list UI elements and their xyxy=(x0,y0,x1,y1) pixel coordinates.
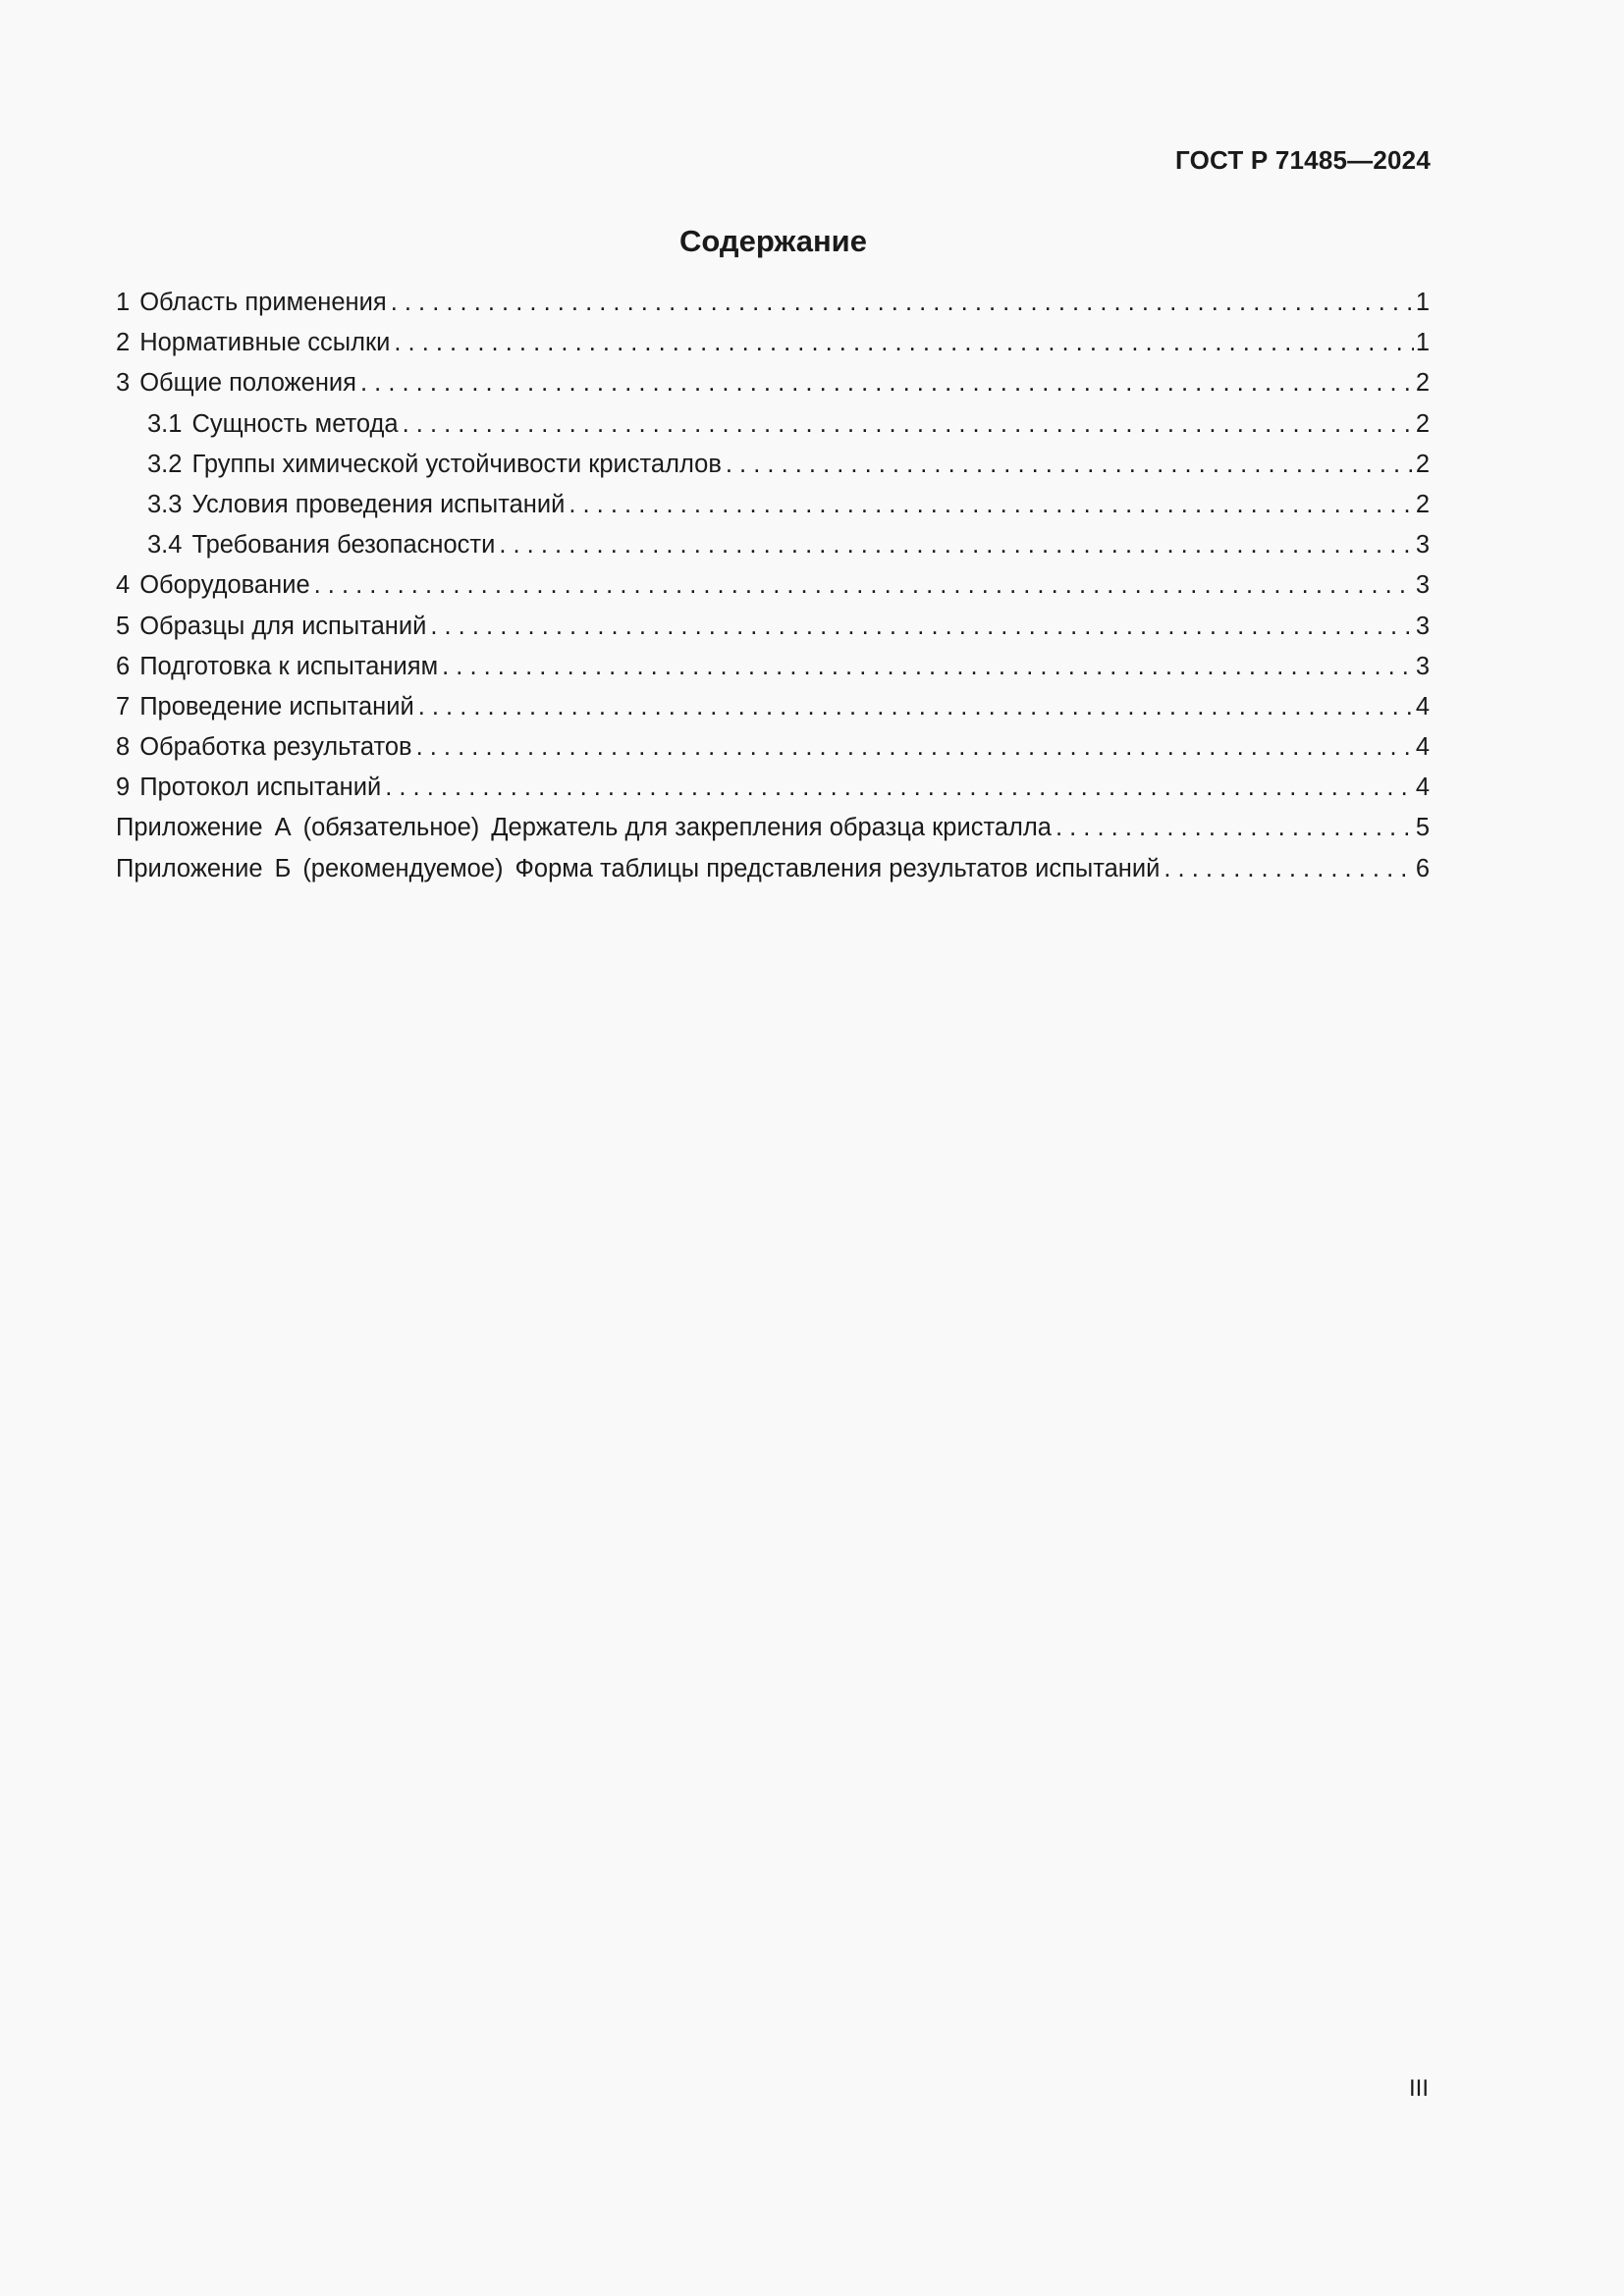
toc-entry-number: 3.4 xyxy=(147,531,183,560)
toc-entry-title: Область применения xyxy=(139,289,387,316)
toc-entry-page: 4 xyxy=(1415,692,1430,721)
toc-entry-title: Оборудование xyxy=(139,571,310,600)
toc-entry-number: 3.1 xyxy=(147,409,183,438)
dot-leader xyxy=(1056,808,1414,848)
toc-entry-page: 3 xyxy=(1415,652,1430,680)
dot-leader xyxy=(403,404,1414,445)
dot-leader xyxy=(416,727,1414,768)
toc-entry-title: Обработка результатов xyxy=(139,733,412,762)
standard-code: ГОСТ Р 71485—2024 xyxy=(1175,145,1431,175)
toc-entry-page: 2 xyxy=(1415,409,1430,438)
toc-entry-number: 3.2 xyxy=(147,450,183,478)
toc-entry-title: Общие положения xyxy=(139,369,356,398)
toc-entry-2[interactable] xyxy=(116,323,1430,363)
toc-entry-page: 3 xyxy=(1415,531,1430,560)
toc-entry-7[interactable] xyxy=(116,687,1430,727)
toc-entry-page: 1 xyxy=(1415,329,1430,357)
toc-entry-title: Проведение испытаний xyxy=(139,692,414,721)
dot-leader xyxy=(499,525,1413,565)
annex-letter: Б xyxy=(274,854,292,882)
annex-status: (рекомендуемое) xyxy=(302,854,504,882)
dot-leader xyxy=(394,323,1413,363)
toc-entry-number: 4 xyxy=(116,571,131,600)
toc-entry-3-2[interactable] xyxy=(116,445,1430,485)
annex-letter: А xyxy=(274,814,292,842)
dot-leader xyxy=(385,768,1414,808)
toc-entry-page: 3 xyxy=(1415,612,1430,640)
toc-entry-title: Подготовка к испытаниям xyxy=(139,652,439,680)
toc-entry-3-3[interactable] xyxy=(116,485,1430,525)
toc-entry-number: 3 xyxy=(116,369,131,398)
annex-title: Держатель для закрепления образца кристалла xyxy=(491,814,1052,842)
toc-entry-page: 2 xyxy=(1415,450,1430,478)
dot-leader xyxy=(726,445,1414,485)
dot-leader xyxy=(568,485,1413,525)
annex-page: 6 xyxy=(1415,854,1430,882)
toc-entry-number: 1 xyxy=(116,289,131,316)
toc-entry-number: 3.3 xyxy=(147,490,183,518)
toc-entry-page: 4 xyxy=(1415,774,1430,802)
toc-entry-page: 2 xyxy=(1415,490,1430,518)
annex-status: (обязательное) xyxy=(302,814,480,842)
toc-entry-page: 1 xyxy=(1415,289,1430,316)
annex-page: 5 xyxy=(1415,814,1430,842)
toc-entry-1[interactable] xyxy=(116,283,1430,323)
toc-entry-title: Протокол испытаний xyxy=(139,774,382,802)
toc-entry-page: 2 xyxy=(1415,369,1430,398)
dot-leader xyxy=(1164,849,1413,889)
toc-entry-3[interactable] xyxy=(116,363,1430,403)
toc-entry-title: Группы химической устойчивости кристаллов xyxy=(191,450,722,478)
dot-leader xyxy=(360,363,1414,403)
toc-entry-number: 2 xyxy=(116,329,131,357)
toc-entry-title: Сущность метода xyxy=(191,409,399,438)
toc-entry-3-1[interactable] xyxy=(116,404,1430,445)
toc-entry-number: 7 xyxy=(116,692,131,721)
toc-entry-page: 4 xyxy=(1415,733,1430,762)
toc-entry-title: Образцы для испытаний xyxy=(139,612,427,640)
toc-title: Содержание xyxy=(679,224,867,258)
dot-leader xyxy=(314,565,1414,606)
toc-entry-6[interactable] xyxy=(116,647,1430,687)
dot-leader xyxy=(391,283,1414,323)
toc-entry-5[interactable] xyxy=(116,607,1430,647)
page-number: III xyxy=(1408,2075,1429,2102)
toc-entry-title: Условия проведения испытаний xyxy=(191,490,566,518)
toc-entry-3-4[interactable] xyxy=(116,525,1430,565)
table-of-contents xyxy=(116,283,1430,889)
toc-entry-9[interactable] xyxy=(116,768,1430,808)
dot-leader xyxy=(430,607,1413,647)
toc-entry-title: Нормативные ссылки xyxy=(139,329,391,357)
toc-entry-number: 8 xyxy=(116,733,131,762)
annex-title: Форма таблицы представления результатов испытаний xyxy=(514,854,1161,882)
dot-leader xyxy=(442,647,1414,687)
toc-annex-b[interactable] xyxy=(116,849,1430,889)
dot-leader xyxy=(418,687,1414,727)
toc-entry-4[interactable] xyxy=(116,565,1430,606)
toc-entry-number: 5 xyxy=(116,612,131,640)
toc-entry-8[interactable] xyxy=(116,727,1430,768)
toc-entry-number: 9 xyxy=(116,774,131,802)
annex-word: Приложение xyxy=(116,814,263,842)
annex-word: Приложение xyxy=(116,854,263,882)
toc-entry-page: 3 xyxy=(1415,571,1430,600)
toc-annex-a[interactable] xyxy=(116,808,1430,848)
toc-entry-number: 6 xyxy=(116,652,131,680)
toc-entry-title: Требования безопасности xyxy=(191,531,496,560)
